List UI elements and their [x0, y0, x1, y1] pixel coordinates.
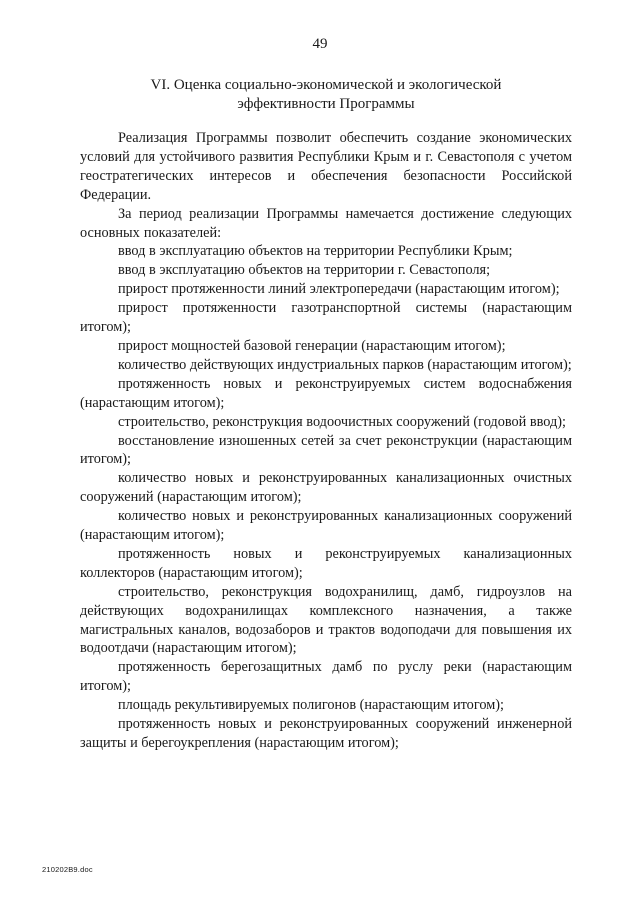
section-heading-line-2: эффективности Программы [237, 96, 415, 112]
section-heading [80, 76, 572, 114]
list-item: площадь рекультивируемых полигонов (нарастающим итогом); [118, 697, 504, 714]
list-item: восстановление изношенных сетей за счет реконструкции (нарастающим итогом); [80, 432, 572, 468]
list-item: протяженность новых и реконструированных сооружений инженерной защиты и берегоукрепления (нарастающим итогом); [80, 716, 572, 751]
page-number: 49 [312, 36, 328, 52]
list-item: прирост протяженности линий электропередачи (нарастающим итогом); [118, 281, 560, 298]
list-item: протяженность новых и реконструируемых систем водоснабжения (нарастающим итогом); [80, 375, 572, 411]
list-item: прирост мощностей базовой генерации (нарастающим итогом); [118, 337, 506, 354]
list-item: количество действующих индустриальных парков (нарастающим итогом); [118, 356, 572, 373]
list-item: количество новых и реконструированных канализационных очистных сооружений (нарастающим итогом); [80, 470, 572, 506]
list-item: ввод в эксплуатацию объектов на территории г. Севастополя; [118, 262, 491, 279]
body-text [80, 129, 572, 753]
section-heading-line-1: VI. Оценка социально-экономической и экологической [150, 77, 502, 93]
paragraph: Реализация Программы позволит обеспечить создание экономических условий для устойчивого развития Республики Крым и г. Севастополя с учетом геостратегических интересов и обеспечения безопасности Российской Федерации. [80, 130, 572, 203]
list-item: количество новых и реконструированных канализационных сооружений (нарастающим итогом); [80, 508, 572, 544]
list-item: протяженность берегозащитных дамб по руслу реки (нарастающим итогом); [80, 659, 572, 695]
paragraph: За период реализации Программы намечается достижение следующих основных показателей: [80, 205, 572, 241]
document-filename: 210202В9.doc [42, 865, 93, 874]
list-item: прирост протяженности газотранспортной системы (нарастающим итогом); [80, 300, 572, 336]
list-item: строительство, реконструкция водохранилищ, дамб, гидроузлов на действующих водохранилищах комплексного назначения, а также магистральных каналов, водозаборов и трактов водоподачи для повышения их водоотдачи (нарастающим итогом); [80, 583, 572, 657]
list-item: протяженность новых и реконструируемых канализационных коллекторов (нарастающим итогом); [80, 545, 572, 581]
list-item: ввод в эксплуатацию объектов на территории Республики Крым; [118, 243, 513, 260]
list-item: строительство, реконструкция водоочистных сооружений (годовой ввод); [118, 413, 567, 430]
